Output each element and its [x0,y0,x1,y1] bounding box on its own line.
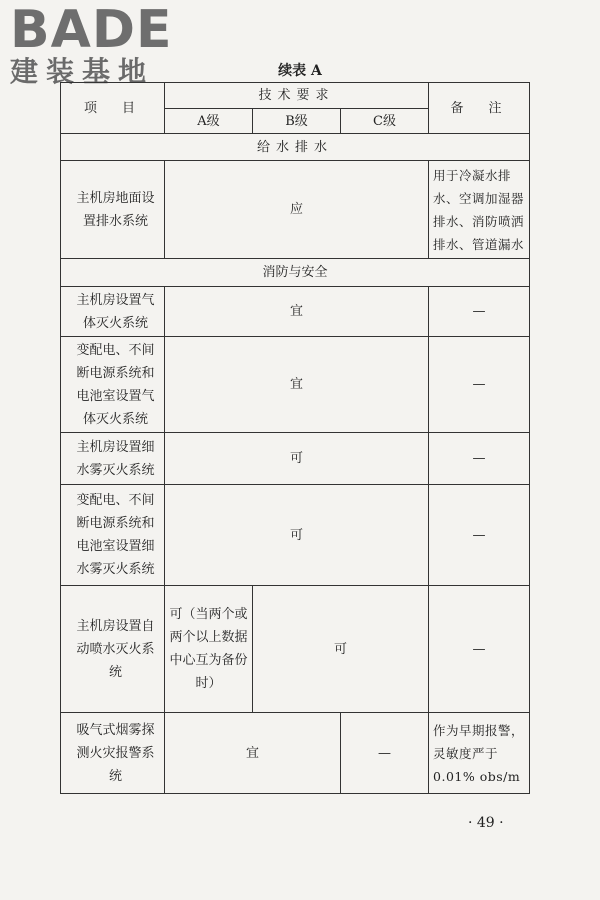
requirement-cell-grade-a: 可（当两个或两个以上数据中心互为备份时） [165,586,253,713]
remark-cell: 用于冷凝水排水、空调加湿器排水、消防喷洒排水、管道漏水 [429,161,530,259]
table-row [61,287,530,337]
table-row [61,337,530,433]
header-grade-c: C级 [341,109,429,134]
requirement-cell-grade-bc: 可 [253,586,429,713]
requirement-cell: 可 [165,485,429,586]
remark-cell: — [429,433,530,485]
remark-cell: — [429,485,530,586]
requirement-cell: 宜 [165,287,429,337]
table-row [61,485,530,586]
header-remark: 备 注 [429,83,530,134]
requirement-cell: 应 [165,161,429,259]
item-cell: 变配电、不间断电源系统和电池室设置细水雾灭火系统 [61,485,165,586]
table-caption: 续表 A [278,63,322,79]
header-grade-a: A级 [165,109,253,134]
table-row [61,433,530,485]
requirement-cell: 宜 [165,337,429,433]
remark-cell: 作为早期报警，灵敏度严于0.01% obs/m [429,713,530,794]
table-row [61,161,530,259]
requirements-table [60,82,530,794]
section-title-fire: 消防与安全 [61,259,530,287]
table-row [61,713,530,794]
requirement-cell-grade-c: — [341,713,429,794]
header-grade-b: B级 [253,109,341,134]
header-item: 项 目 [61,83,165,134]
item-cell: 变配电、不间断电源系统和电池室设置气体灭火系统 [61,337,165,433]
section-row-water [61,134,530,161]
remark-cell: — [429,337,530,433]
table-header-row [61,83,530,109]
item-cell: 主机房地面设置排水系统 [61,161,165,259]
item-cell: 主机房设置自动喷水灭火系统 [61,586,165,713]
section-title-water: 给水排水 [61,134,530,161]
remark-cell: — [429,287,530,337]
table-row [61,586,530,713]
remark-cell: — [429,586,530,713]
logo-text-en: BADE [10,0,173,60]
logo-text-cn: 建装基地 [10,55,155,88]
item-cell: 吸气式烟雾探测火灾报警系统 [61,713,165,794]
header-tech-requirements: 技术要求 [165,83,429,109]
section-row-fire [61,259,530,287]
requirement-cell-grade-ab: 宜 [165,713,341,794]
item-cell: 主机房设置气体灭火系统 [61,287,165,337]
requirement-cell: 可 [165,433,429,485]
item-cell: 主机房设置细水雾灭火系统 [61,433,165,485]
page-number: · 49 · [468,815,504,831]
